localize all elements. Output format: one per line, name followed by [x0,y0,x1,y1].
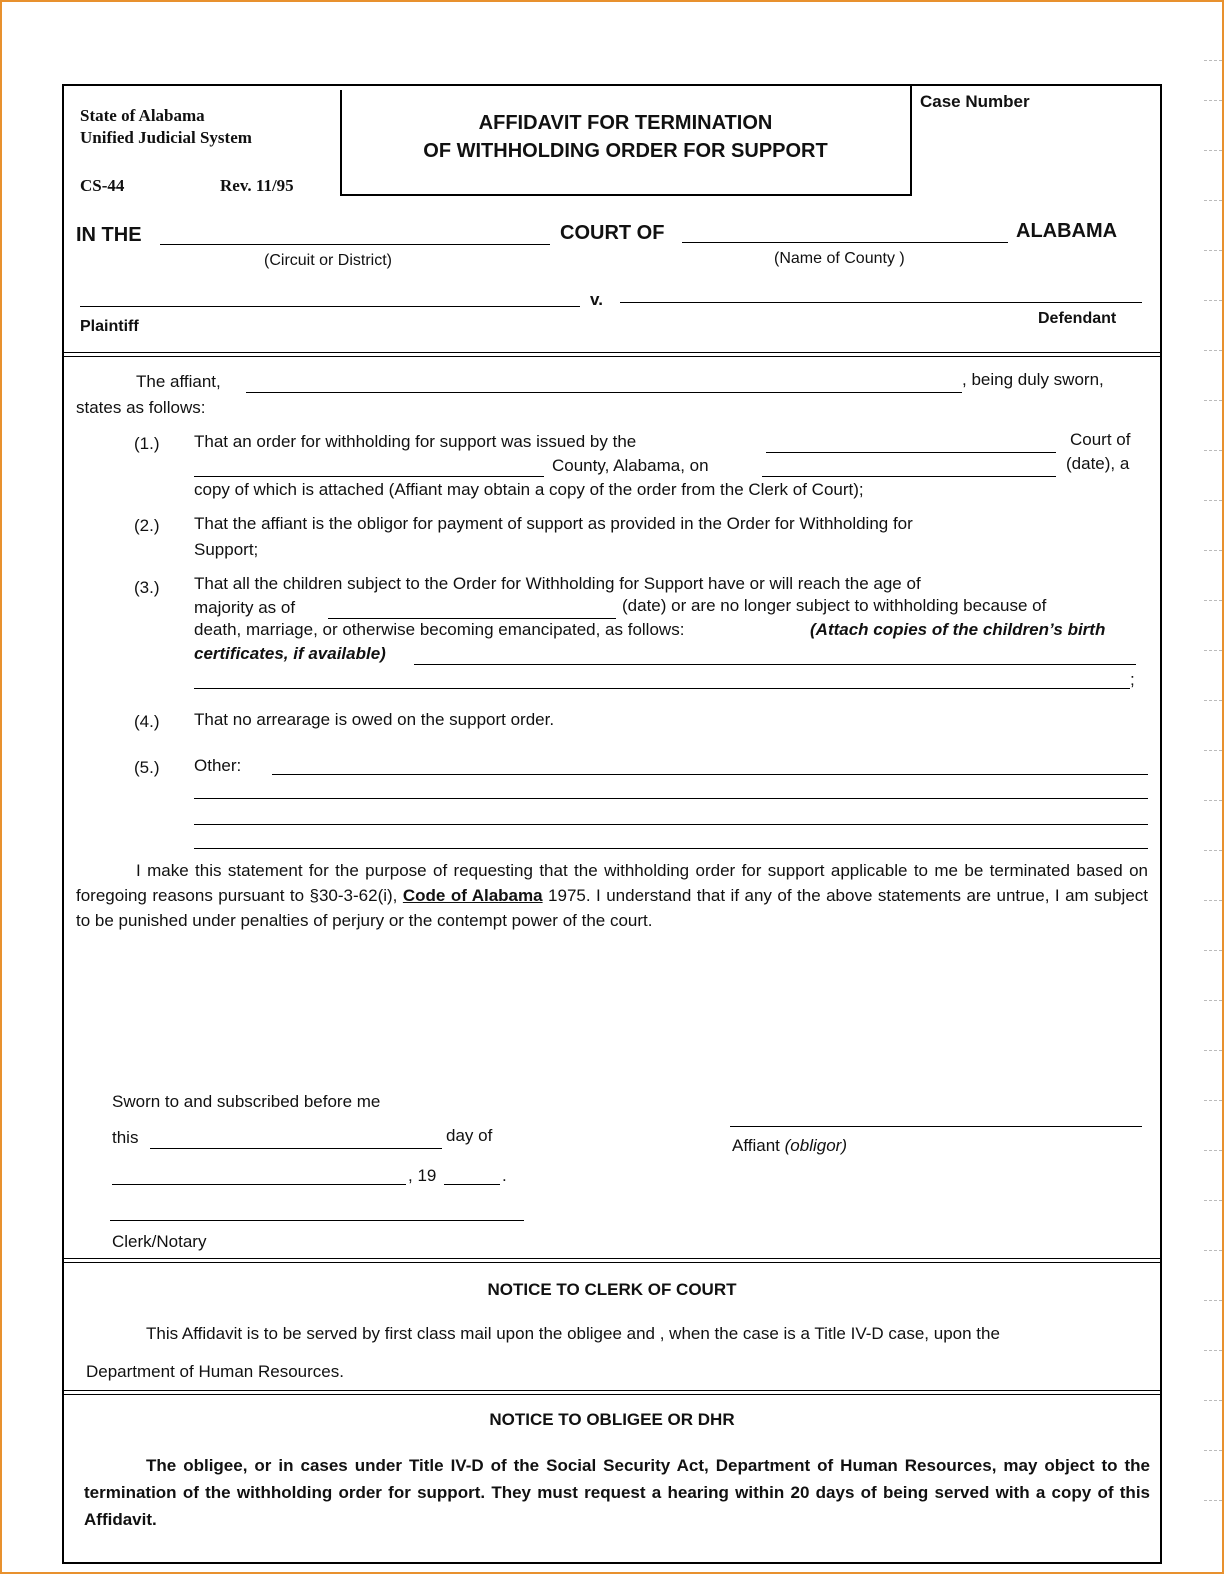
affiant-signature-field[interactable] [730,1126,1142,1127]
month-field[interactable] [112,1184,406,1185]
affiant-intro: The affiant, [136,372,221,391]
notice-clerk-line-2: Department of Human Resources. [86,1362,344,1381]
affiant-word: Affiant [732,1136,780,1155]
notice-obligee-title: NOTICE TO OBLIGEE OR DHR [489,1410,735,1429]
versus-label: v. [590,290,603,309]
item-4-text-a: That no arrearage is owed on the support order. [194,710,555,729]
majority-date-field[interactable] [328,618,616,619]
item-2-text-b: Support; [194,540,259,559]
item-3-text-c: (date) or are no longer subject to withholding because of [622,596,1047,615]
code-of-alabama: Code of Alabama [402,886,543,905]
year-prefix: , 19 [408,1166,437,1185]
case-number-label: Case Number [920,92,1030,111]
header-divider-right [910,86,912,196]
affiant-signature-label [732,1136,847,1156]
states-as-follows: states as follows: [76,398,206,417]
notice-clerk-line-1: This Affidavit is to be served by first class mail upon the obligee and , when the case is a Title IV-D case, upon the [146,1324,1000,1343]
item-1-text-a: That an order for withholding for support was issued by the [194,432,637,451]
statement-paragraph [76,858,1148,933]
statement-text-2: 1975. I understand that if any of the above statements are untrue, I am subject to be punished under penalties of perjury or the contempt power of the court. [76,886,1149,930]
order-date-field[interactable] [762,476,1056,477]
year-field[interactable] [444,1184,500,1185]
defendant-field[interactable] [620,302,1142,303]
item-5-text-a: Other: [194,756,242,775]
clerk-signature-field[interactable] [110,1220,524,1221]
issuing-county-field[interactable] [194,476,544,477]
emancipation-details-field-2[interactable] [194,688,1130,689]
item-2-number: (2.) [134,516,160,535]
item-1-text-e: copy of which is attached (Affiant may obtain a copy of the order from the Clerk of Court); [194,480,864,499]
court-of-label: COURT OF [560,222,665,244]
sworn-text: Sworn to and subscribed before me [112,1092,381,1111]
plaintiff-label: Plaintiff [80,318,139,335]
county-field[interactable] [682,242,1008,243]
title-box-bottom [340,194,912,196]
circuit-hint: (Circuit or District) [264,252,392,269]
duly-sworn-text: , being duly sworn, [962,370,1104,389]
item-3-text-a: That all the children subject to the Order for Withholding for Support have or will reach the age of [194,574,921,593]
item-2-text-a: That the affiant is the obligor for payment of support as provided in the Order for Withholding for [194,514,913,533]
item-3-text-d: death, marriage, or otherwise becoming emancipated, as follows: [194,620,685,639]
other-field-1[interactable] [272,774,1148,775]
form-title-line-2: OF WITHHOLDING ORDER FOR SUPPORT [423,140,828,162]
other-field-4[interactable] [194,848,1148,849]
court-type-field[interactable] [160,244,550,245]
statement-text-1: I make this statement for the purpose of requesting that the withholding order for support applicable to me be terminated based on foregoing reasons pursuant to §30-3-62(i), [76,861,1148,905]
state-label: ALABAMA [1016,220,1118,242]
item-3-text-e: (Attach copies of the children’s birth [810,620,1106,639]
margin-ticks [1202,0,1224,1574]
issuing-court-field[interactable] [766,452,1056,453]
form-revision: Rev. 11/95 [220,176,294,195]
other-field-2[interactable] [194,798,1148,799]
item-5-number: (5.) [134,758,160,777]
affidavit-form [62,84,1162,1564]
form-code: CS-44 [80,176,125,195]
clerk-notary-label: Clerk/Notary [112,1232,207,1251]
other-field-3[interactable] [194,824,1148,825]
item-3-number: (3.) [134,578,160,597]
obligee-notice-divider [64,1390,1160,1395]
item-1-text-d: (date), a [1066,454,1130,473]
item-4-number: (4.) [134,712,160,731]
day-field[interactable] [150,1148,442,1149]
notice-obligee-text: The obligee, or in cases under Title IV-D of the Social Security Act, Department of Human Resources, may object to the termination of the withholding order for support. They must request a hearing within 20 days of being served with a copy of this Affidavit. [84,1456,1150,1529]
this-label: this [112,1128,139,1147]
defendant-label: Defendant [1038,310,1117,327]
item-1-text-c: County, Alabama, on [552,456,709,475]
clerk-notice-divider [64,1258,1160,1263]
day-of-label: day of [446,1126,493,1145]
affiant-name-field[interactable] [246,392,962,393]
item-1-text-b: Court of [1070,430,1131,449]
emancipation-details-field-1[interactable] [414,664,1136,665]
item-1-number: (1.) [134,434,160,453]
section-divider [64,352,1160,357]
item-3-text-g: ; [1130,670,1135,689]
county-hint: (Name of County ) [774,250,905,267]
agency-line-1: State of Alabama [80,106,205,125]
agency-line-2: Unified Judicial System [80,128,252,147]
obligor-word: (obligor) [784,1136,847,1155]
item-3-text-f: certificates, if available) [194,644,386,663]
form-title-line-1: AFFIDAVIT FOR TERMINATION [478,112,773,134]
plaintiff-field[interactable] [80,306,580,307]
in-the-label: IN THE [76,224,142,246]
year-period: . [502,1166,507,1185]
notice-clerk-title: NOTICE TO CLERK OF COURT [487,1280,737,1299]
item-3-text-b: majority as of [194,598,296,617]
